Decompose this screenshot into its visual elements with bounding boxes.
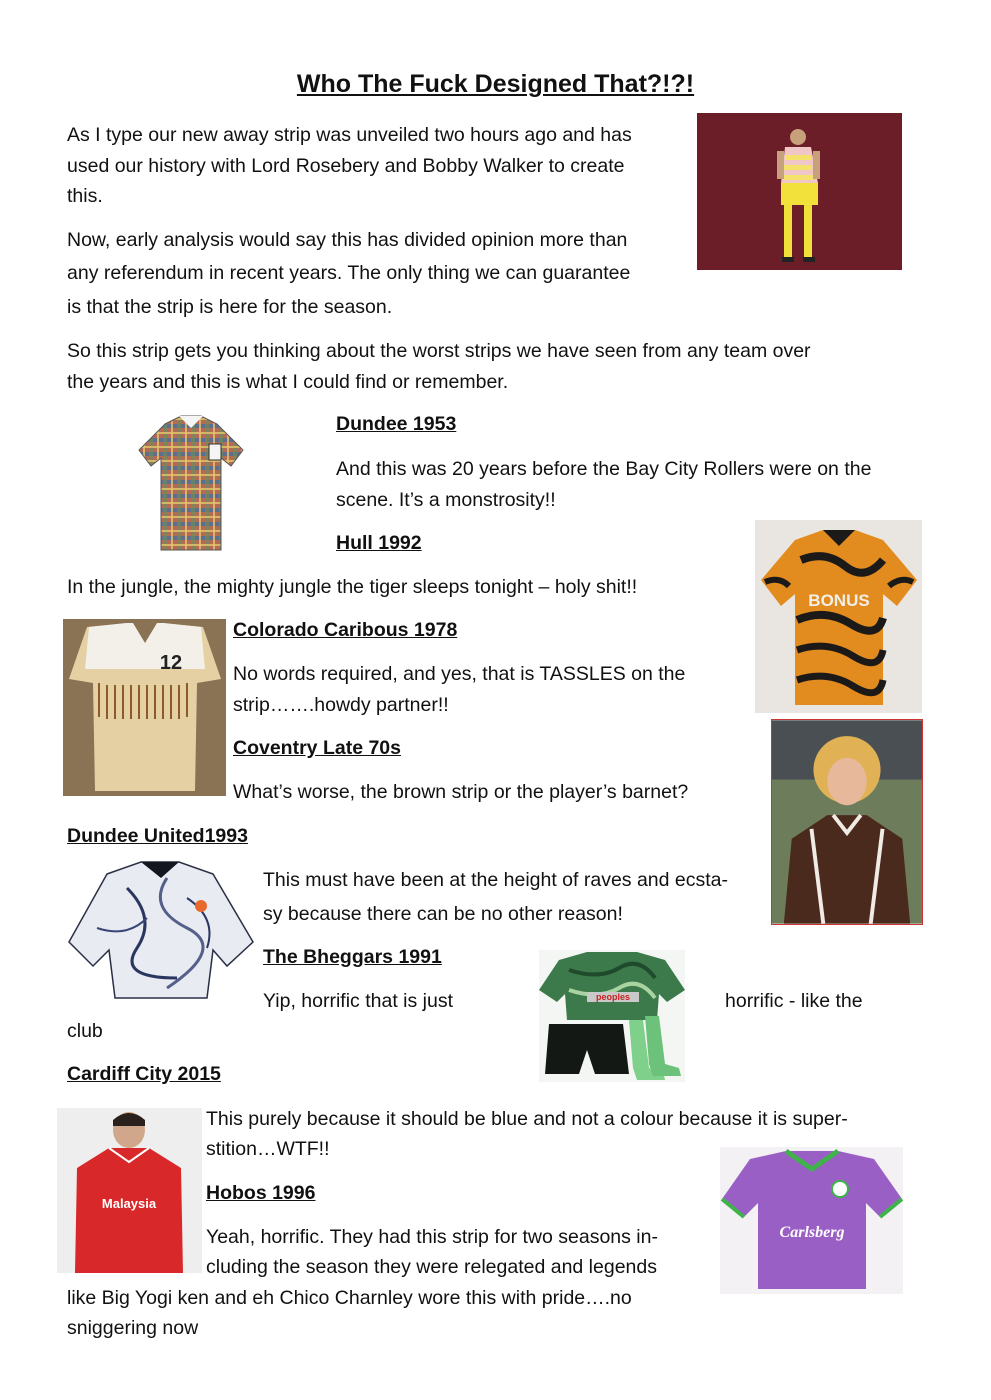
intro-line: the years and this is what I could find or remember. (67, 371, 509, 393)
hobos-text-line: Yeah, horrific. They had this strip for two seasons in- (206, 1226, 658, 1248)
dundee-united-text-line: This must have been at the height of raves and ecsta- (263, 869, 729, 891)
section-heading-coventry: Coventry Late 70s (233, 737, 401, 759)
hull-text-line: In the jungle, the mighty jungle the tiger sleeps tonight – holy shit!! (67, 576, 638, 598)
bheggars-text-line: club (67, 1020, 103, 1042)
section-heading-hull-1992: Hull 1992 (336, 532, 422, 554)
intro-line: As I type our new away strip was unveiled two hours ago and has (67, 124, 632, 146)
intro-line: is that the strip is here for the season. (67, 296, 393, 318)
section-heading-dundee-1953: Dundee 1953 (336, 413, 457, 435)
cardiff-text-line: This purely because it should be blue and not a colour because it is super- (206, 1108, 848, 1130)
bheggars-shirt-sponsor: peoples (595, 992, 631, 1002)
dundee-text-line: And this was 20 years before the Bay City Rollers were on the (336, 458, 872, 480)
away-strip-photo (697, 113, 902, 270)
cardiff-text-line: stition…WTF!! (206, 1138, 330, 1160)
cardiff-player-photo (57, 1108, 202, 1273)
hull-shirt-sponsor: BONUS (808, 591, 870, 610)
section-heading-dundee-united: Dundee United1993 (67, 825, 248, 847)
hobos-text-line: cluding the season they were relegated and legends (206, 1256, 657, 1278)
page-title: Who The Fuck Designed That?!?! (296, 70, 695, 98)
hull-1992-shirt-image (755, 520, 922, 713)
colorado-text-line: No words required, and yes, that is TASSLES on the (233, 663, 686, 685)
section-heading-hobos: Hobos 1996 (206, 1182, 316, 1204)
hobos-shirt-sponsor: Carlsberg (779, 1224, 845, 1241)
intro-line: Now, early analysis would say this has divided opinion more than (67, 229, 628, 251)
cardiff-shirt-sponsor: Malaysia (101, 1196, 157, 1211)
hobos-text-line: sniggering now (67, 1317, 199, 1339)
intro-line: any referendum in recent years. The only thing we can guarantee (67, 262, 631, 284)
dundee-text-line: scene. It’s a monstrosity!! (336, 489, 556, 511)
section-heading-bheggars: The Bheggars 1991 (263, 946, 442, 968)
section-heading-colorado-caribous: Colorado Caribous 1978 (233, 619, 458, 641)
hobos-text-line: like Big Yogi ken and eh Chico Charnley wore this with pride….no (67, 1287, 632, 1309)
bheggars-text-line: horrific - like the (725, 990, 863, 1012)
colorado-shirt-number: 12 (159, 652, 183, 674)
coventry-player-photo (771, 719, 923, 925)
section-heading-cardiff: Cardiff City 2015 (67, 1063, 221, 1085)
dundee-united-shirt-image (67, 858, 255, 1002)
dundee-1953-shirt-image (135, 410, 247, 556)
coventry-text-line: What’s worse, the brown strip or the player’s barnet? (233, 781, 689, 803)
colorado-text-line: strip…….howdy partner!! (233, 694, 449, 716)
hobos-shirt-image (720, 1147, 903, 1294)
bheggars-text-line: Yip, horrific that is just (263, 990, 454, 1012)
intro-line: So this strip gets you thinking about the worst strips we have seen from any team over (67, 340, 811, 362)
intro-line: used our history with Lord Rosebery and Bobby Walker to create (67, 155, 625, 177)
intro-line: this. (67, 185, 103, 207)
colorado-caribous-shirt-image (63, 619, 226, 796)
dundee-united-text-line: sy because there can be no other reason! (263, 903, 623, 925)
bheggars-kit-image (539, 950, 685, 1082)
